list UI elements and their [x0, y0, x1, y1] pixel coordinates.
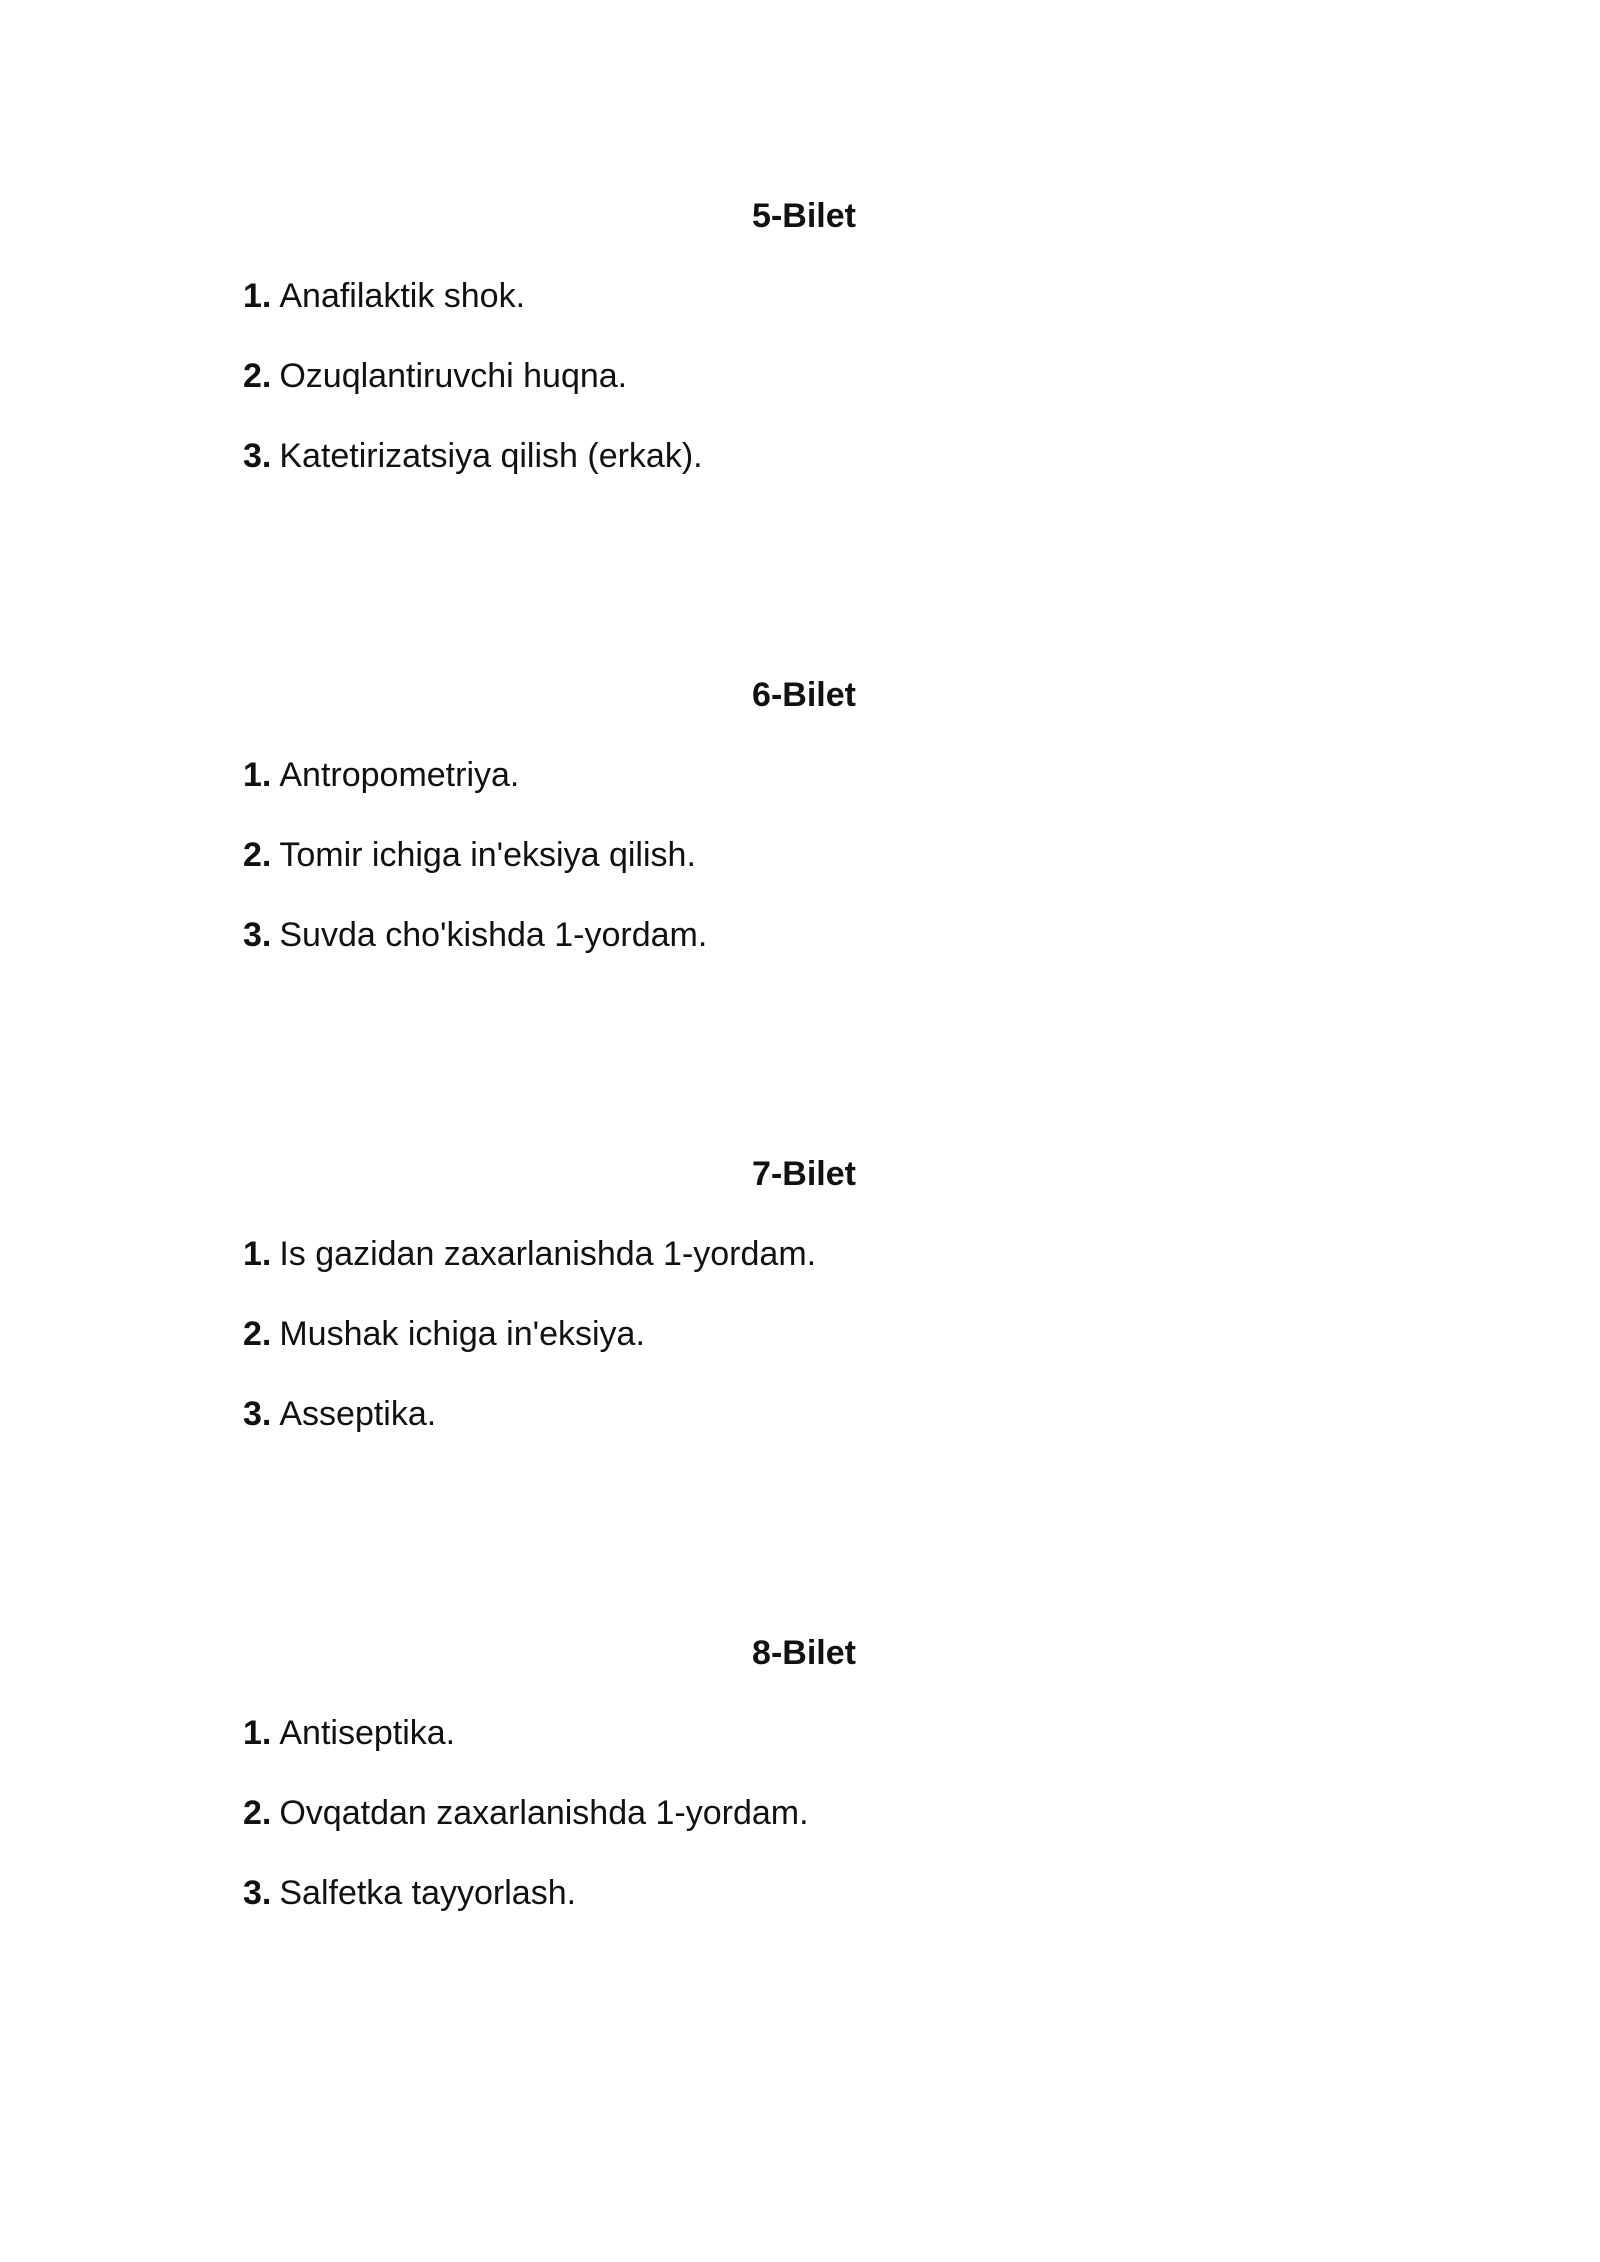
ticket-question-1: [243, 755, 519, 795]
ticket-question-3: [243, 436, 703, 476]
question-number: 3.: [243, 1874, 272, 1912]
ticket-title: [0, 1633, 1600, 1673]
question-number: 1.: [243, 277, 272, 315]
question-number: 1.: [243, 1235, 272, 1273]
question-text: Suvda cho'kishda 1-yordam.: [279, 916, 708, 954]
ticket-title: [0, 675, 1600, 715]
ticket-title: [0, 196, 1600, 236]
question-text: Katetirizatsiya qilish (erkak).: [279, 437, 703, 475]
ticket-title-text: 6-Bilet: [752, 676, 856, 714]
ticket-question-2: [243, 1314, 645, 1354]
question-text: Is gazidan zaxarlanishda 1-yordam.: [279, 1235, 817, 1273]
ticket-question-2: [243, 835, 696, 875]
ticket-question-1: [243, 276, 525, 316]
question-number: 3.: [243, 437, 272, 475]
ticket-title-text: 8-Bilet: [752, 1634, 856, 1672]
question-text: Ovqatdan zaxarlanishda 1-yordam.: [279, 1794, 809, 1832]
ticket-question-2: [243, 1793, 809, 1833]
question-text: Salfetka tayyorlash.: [279, 1874, 577, 1912]
question-number: 2.: [243, 357, 272, 395]
question-text: Mushak ichiga in'eksiya.: [279, 1315, 645, 1353]
ticket-question-3: [243, 915, 707, 955]
question-text: Ozuqlantiruvchi huqna.: [279, 357, 628, 395]
question-number: 2.: [243, 1794, 272, 1832]
ticket-question-3: [243, 1394, 436, 1434]
ticket-title: [0, 1154, 1600, 1194]
question-text: Antropometriya.: [279, 756, 520, 794]
ticket-question-1: [243, 1234, 816, 1274]
question-number: 1.: [243, 756, 272, 794]
ticket-question-3: [243, 1873, 576, 1913]
question-number: 2.: [243, 836, 272, 874]
question-text: Tomir ichiga in'eksiya qilish.: [279, 836, 696, 874]
ticket-title-text: 5-Bilet: [752, 197, 856, 235]
ticket-question-1: [243, 1713, 455, 1753]
question-number: 3.: [243, 1395, 272, 1433]
question-text: Anafilaktik shok.: [279, 277, 526, 315]
ticket-question-2: [243, 356, 627, 396]
question-number: 3.: [243, 916, 272, 954]
ticket-title-text: 7-Bilet: [752, 1155, 856, 1193]
question-text: Antiseptika.: [279, 1714, 456, 1752]
question-text: Asseptika.: [279, 1395, 437, 1433]
question-number: 2.: [243, 1315, 272, 1353]
question-number: 1.: [243, 1714, 272, 1752]
